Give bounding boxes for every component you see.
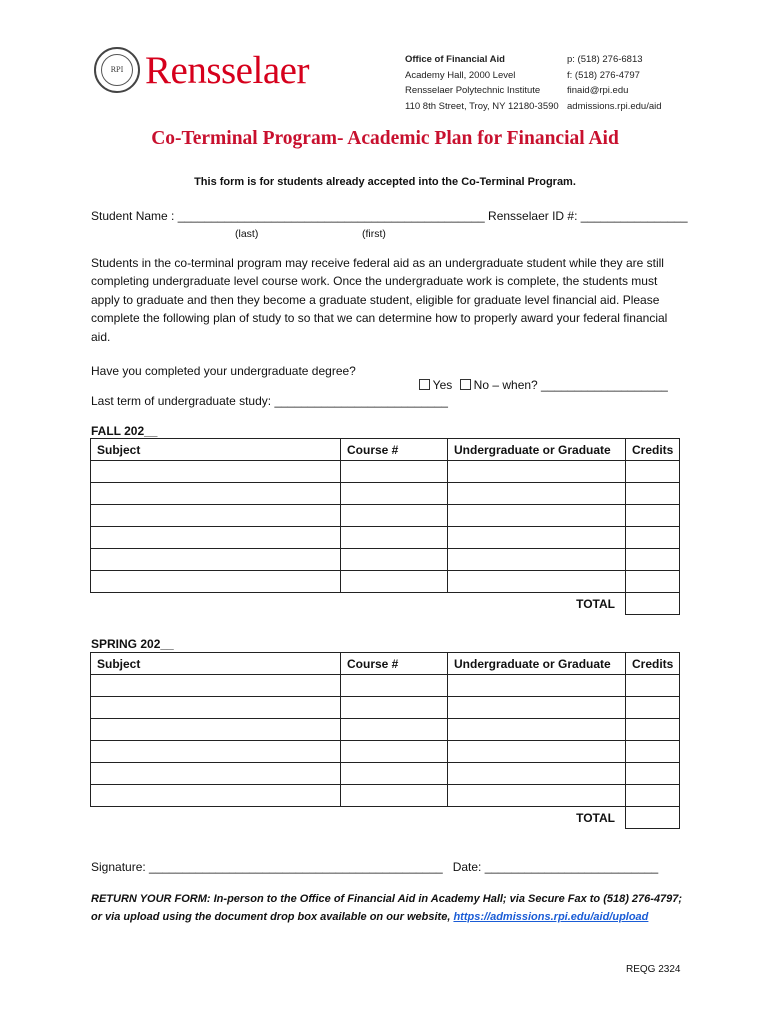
student-name-id-field[interactable]: Student Name : ______________________________________________ Rensselaer ID #: ________________ <box>91 209 688 223</box>
credits-cell[interactable] <box>626 741 680 763</box>
course-cell[interactable] <box>341 697 448 719</box>
return-line-2-text: or via upload using the document drop box available on our website, <box>91 911 454 923</box>
form-title: Co-Terminal Program- Academic Plan for Financial Aid <box>151 128 619 149</box>
course-cell[interactable] <box>341 571 448 593</box>
credits-cell[interactable] <box>626 763 680 785</box>
level-cell[interactable] <box>448 527 626 549</box>
table-row <box>91 483 680 505</box>
level-cell[interactable] <box>448 483 626 505</box>
no-checkbox[interactable] <box>460 379 471 390</box>
table-row <box>91 763 680 785</box>
email[interactable]: finaid@rpi.edu <box>567 85 629 96</box>
rpi-seal-logo <box>94 47 140 93</box>
col-subject: Subject <box>91 653 341 675</box>
total-row <box>91 807 680 829</box>
col-level: Undergraduate or Graduate <box>448 653 626 675</box>
spring-heading: SPRING 202__ <box>91 637 174 651</box>
subject-cell[interactable] <box>91 483 341 505</box>
yes-checkbox[interactable] <box>419 379 430 390</box>
no-option[interactable] <box>453 364 668 392</box>
course-cell[interactable] <box>341 505 448 527</box>
course-cell[interactable] <box>341 675 448 697</box>
blank-cell <box>91 807 341 829</box>
form-subtitle: This form is for students already accepted into the Co-Terminal Program. <box>194 176 576 188</box>
course-cell[interactable] <box>341 785 448 807</box>
level-cell[interactable] <box>448 697 626 719</box>
subject-cell[interactable] <box>91 505 341 527</box>
level-cell[interactable] <box>448 505 626 527</box>
level-cell[interactable] <box>448 461 626 483</box>
table-row <box>91 675 680 697</box>
seal-inner <box>101 54 133 86</box>
subject-cell[interactable] <box>91 785 341 807</box>
blank-cell <box>341 807 448 829</box>
total-label: TOTAL <box>576 810 615 825</box>
total-label: TOTAL <box>576 596 615 611</box>
table-header-row <box>91 653 680 675</box>
website[interactable]: admissions.rpi.edu/aid <box>567 100 662 112</box>
col-course: Course # <box>341 439 448 461</box>
table-row <box>91 719 680 741</box>
subject-cell[interactable] <box>91 719 341 741</box>
table-row <box>91 741 680 763</box>
return-line-2 <box>91 908 682 926</box>
subject-cell[interactable] <box>91 549 341 571</box>
total-credits-cell[interactable] <box>626 807 680 829</box>
no-label: No – when? ___________________ <box>473 378 668 392</box>
office-contact <box>567 52 662 114</box>
instructions-paragraph: Students in the co-terminal program may receive federal aid as an undergraduate student while they are still completing undergraduate level course work. Once the undergraduate work is complete, the students must apply to graduate and then they become a graduate student, eligible for graduate level financial aid. Please complete the following plan of study to so that we can determine how to properly award your federal financial aid. <box>91 256 668 344</box>
course-cell[interactable] <box>341 741 448 763</box>
address-line: Rensselaer Polytechnic Institute <box>405 85 541 96</box>
credits-cell[interactable] <box>626 697 680 719</box>
name-hint-last: (last) <box>235 228 259 240</box>
return-line-1: RETURN YOUR FORM: In-person to the Office of Financial Aid in Academy Hall; via Secure Fax to (518) 276-4797; <box>91 893 683 905</box>
subject-cell[interactable] <box>91 675 341 697</box>
col-credits: Credits <box>626 653 680 675</box>
credits-cell[interactable] <box>626 505 680 527</box>
course-cell[interactable] <box>341 763 448 785</box>
yes-label: Yes <box>432 378 453 392</box>
address-line: 110 8th Street, Troy, NY 12180-3590 <box>405 100 559 112</box>
subject-cell[interactable] <box>91 741 341 763</box>
yes-option[interactable] <box>412 364 452 392</box>
col-course: Course # <box>341 653 448 675</box>
course-cell[interactable] <box>341 719 448 741</box>
course-cell[interactable] <box>341 461 448 483</box>
table-header-row <box>91 439 680 461</box>
credits-cell[interactable] <box>626 675 680 697</box>
degree-question: Have you completed your undergraduate degree? <box>91 364 356 378</box>
upload-link[interactable]: https://admissions.rpi.edu/aid/upload <box>453 911 649 923</box>
office-name: Office of Financial Aid <box>405 54 505 65</box>
total-credits-cell[interactable] <box>626 593 680 615</box>
table-row <box>91 549 680 571</box>
credits-cell[interactable] <box>626 571 680 593</box>
table-row <box>91 571 680 593</box>
form-code: REQG 2324 <box>626 964 681 975</box>
col-credits: Credits <box>626 439 680 461</box>
spring-table <box>90 652 680 829</box>
office-address <box>405 52 559 114</box>
fall-table <box>90 438 680 615</box>
table-row <box>91 461 680 483</box>
credits-cell[interactable] <box>626 549 680 571</box>
subject-cell[interactable] <box>91 697 341 719</box>
seal-text: RPI <box>110 66 124 74</box>
return-instructions <box>91 890 682 926</box>
level-cell[interactable] <box>448 549 626 571</box>
level-cell[interactable] <box>448 741 626 763</box>
col-level: Undergraduate or Graduate <box>448 439 626 461</box>
table-row <box>91 785 680 807</box>
name-hint-first: (first) <box>362 228 386 240</box>
blank-cell <box>341 593 448 615</box>
credits-cell[interactable] <box>626 527 680 549</box>
course-cell[interactable] <box>341 549 448 571</box>
total-row <box>91 593 680 615</box>
subject-cell[interactable] <box>91 527 341 549</box>
credits-cell[interactable] <box>626 483 680 505</box>
subject-cell[interactable] <box>91 461 341 483</box>
table-row <box>91 527 680 549</box>
credits-cell[interactable] <box>626 719 680 741</box>
signature-date-field[interactable]: Signature: ____________________________________________ Date: __________________________ <box>91 860 659 874</box>
course-cell[interactable] <box>341 527 448 549</box>
level-cell[interactable] <box>448 763 626 785</box>
rensselaer-wordmark: Rensselaer <box>145 49 309 92</box>
fall-heading: FALL 202__ <box>91 424 158 438</box>
credits-cell[interactable] <box>626 461 680 483</box>
subject-cell[interactable] <box>91 763 341 785</box>
level-cell[interactable] <box>448 571 626 593</box>
phone: p: (518) 276-6813 <box>567 54 643 65</box>
blank-cell <box>91 593 341 615</box>
col-subject: Subject <box>91 439 341 461</box>
address-line: Academy Hall, 2000 Level <box>405 69 516 81</box>
table-row <box>91 505 680 527</box>
last-term-field[interactable]: Last term of undergraduate study: __________________________ <box>91 394 448 408</box>
level-cell[interactable] <box>448 719 626 741</box>
subject-cell[interactable] <box>91 571 341 593</box>
table-row <box>91 697 680 719</box>
course-cell[interactable] <box>341 483 448 505</box>
level-cell[interactable] <box>448 675 626 697</box>
level-cell[interactable] <box>448 785 626 807</box>
fax: f: (518) 276-4797 <box>567 69 640 81</box>
credits-cell[interactable] <box>626 785 680 807</box>
